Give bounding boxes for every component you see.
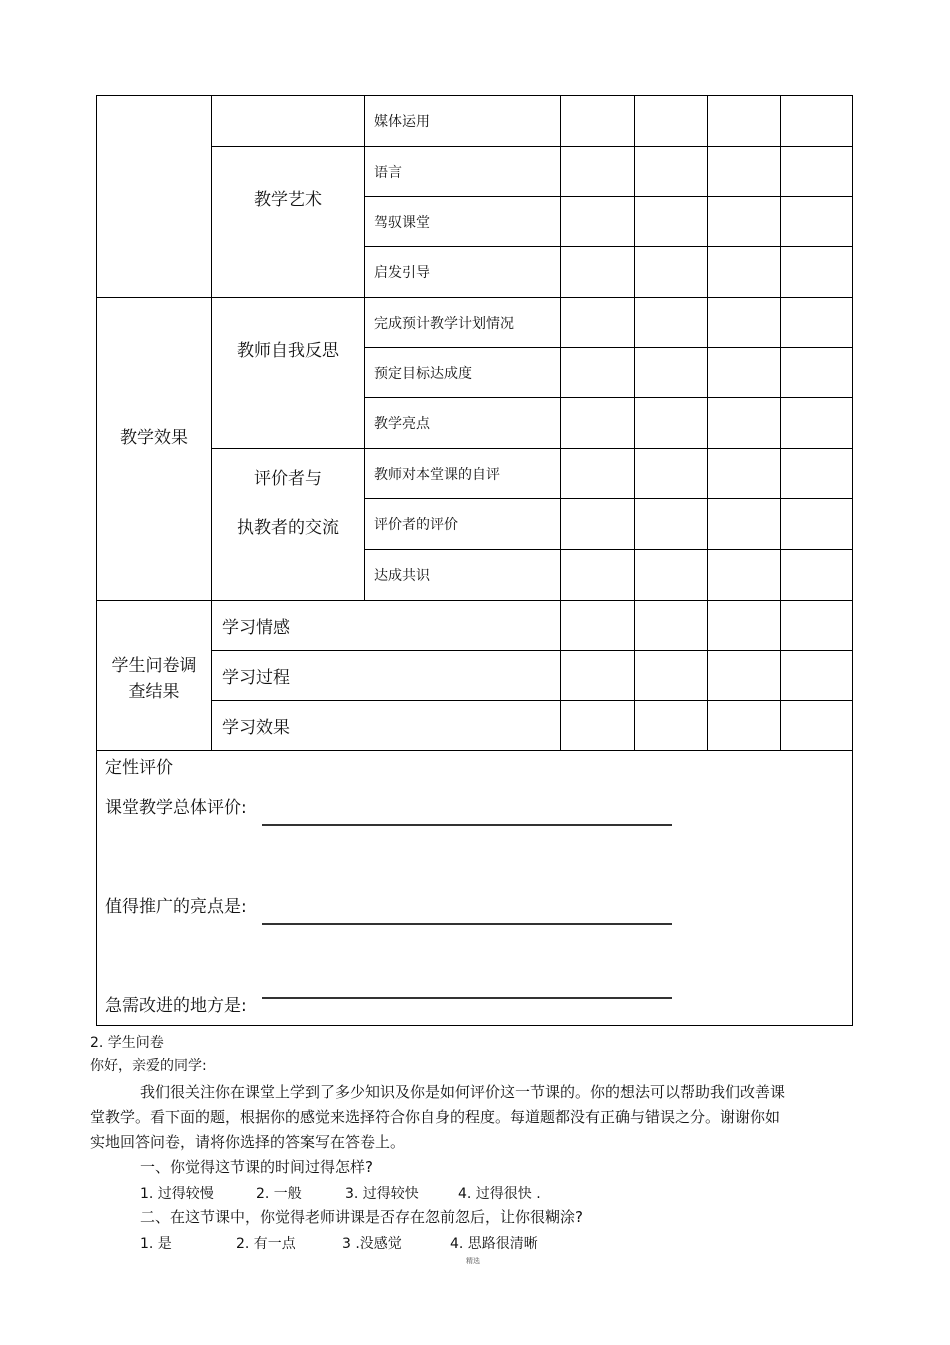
intro-line-2: 堂教学。看下面的题，根据你的感觉来选择符合你自身的程度。每道题都没有正确与错误之分。谢谢你如 [90, 1108, 781, 1126]
table-hline [211, 650, 853, 651]
q1-option-1[interactable]: 1. 过得较慢 [140, 1186, 214, 1202]
highlights-label: 值得推广的亮点是: [105, 896, 247, 917]
row-learning-process: 学习过程 [222, 668, 290, 688]
q2-option-2[interactable]: 2. 有一点 [236, 1236, 296, 1252]
table-border-right [852, 95, 853, 1026]
q1-option-4[interactable]: 4. 过得很快 . [458, 1186, 541, 1202]
q2-option-1[interactable]: 1. 是 [140, 1236, 172, 1252]
table-vline-col6 [780, 95, 781, 751]
row-language: 语言 [374, 164, 402, 181]
table-vline-col3 [560, 95, 561, 751]
q1-option-3[interactable]: 3. 过得较快 [345, 1186, 419, 1202]
greeting: 你好，亲爱的同学: [90, 1058, 207, 1074]
q2-option-3[interactable]: 3 .没感觉 [342, 1236, 402, 1252]
row-goal-achievement: 预定目标达成度 [374, 365, 472, 382]
survey-result-label-line2: 查结果 [128, 681, 180, 702]
row-media-usage: 媒体运用 [374, 114, 430, 130]
questionnaire-heading: 2. 学生问卷 [90, 1035, 164, 1051]
highlights-field[interactable] [262, 923, 672, 925]
improvement-field[interactable] [262, 997, 672, 999]
exchange-label-line1: 评价者与 [254, 468, 322, 489]
table-hline [96, 750, 853, 751]
q2-option-4[interactable]: 4. 思路很清晰 [450, 1236, 538, 1252]
table-hline [96, 600, 853, 601]
row-classroom-control: 驾驭课堂 [374, 214, 430, 231]
intro-line-3: 实地回答问卷，请将你选择的答案写在答卷上。 [90, 1133, 406, 1151]
table-hline [364, 549, 853, 550]
survey-result-label-line1: 学生问卷调 [111, 655, 197, 676]
row-plan-completion: 完成预计教学计划情况 [374, 315, 514, 332]
teaching-art-label: 教学艺术 [254, 189, 322, 210]
question-2: 二、在这节课中，你觉得老师讲课是否存在忽前忽后，让你很糊涂? [140, 1208, 583, 1226]
table-vline-col5 [707, 95, 708, 751]
row-consensus: 达成共识 [374, 568, 430, 584]
improvement-label: 急需改进的地方是: [105, 995, 247, 1016]
table-vline-col2 [364, 95, 365, 601]
row-learning-emotion: 学习情感 [222, 618, 290, 638]
table-hline [364, 397, 853, 398]
overall-evaluation-label: 课堂教学总体评价: [105, 797, 247, 818]
q1-option-2[interactable]: 2. 一般 [256, 1186, 302, 1202]
table-hline [211, 700, 853, 701]
teaching-effect-label: 教学效果 [120, 427, 188, 448]
table-hline [211, 448, 853, 449]
teacher-reflection-label: 教师自我反思 [237, 340, 339, 361]
qualitative-title: 定性评价 [105, 757, 173, 778]
row-learning-result: 学习效果 [222, 718, 290, 738]
exchange-label-line2: 执教者的交流 [237, 517, 339, 538]
table-border-left [96, 95, 97, 1026]
table-vline-col4 [634, 95, 635, 751]
row-highlights: 教学亮点 [374, 416, 430, 432]
row-guidance: 启发引导 [374, 265, 430, 281]
question-1: 一、你觉得这节课的时间过得怎样? [140, 1158, 373, 1176]
overall-evaluation-field[interactable] [262, 824, 672, 826]
table-hline [364, 196, 853, 197]
row-evaluator-comment: 评价者的评价 [374, 517, 458, 533]
table-border-top [96, 95, 853, 96]
footer-mark: 精选 [466, 1257, 480, 1265]
row-self-evaluation: 教师对本堂课的自评 [374, 466, 500, 483]
intro-line-1: 我们很关注你在课堂上学到了多少知识及你是如何评价这一节课的。你的想法可以帮助我们改善课 [140, 1083, 786, 1101]
table-hline [364, 246, 853, 247]
table-border-bottom [96, 1025, 853, 1026]
